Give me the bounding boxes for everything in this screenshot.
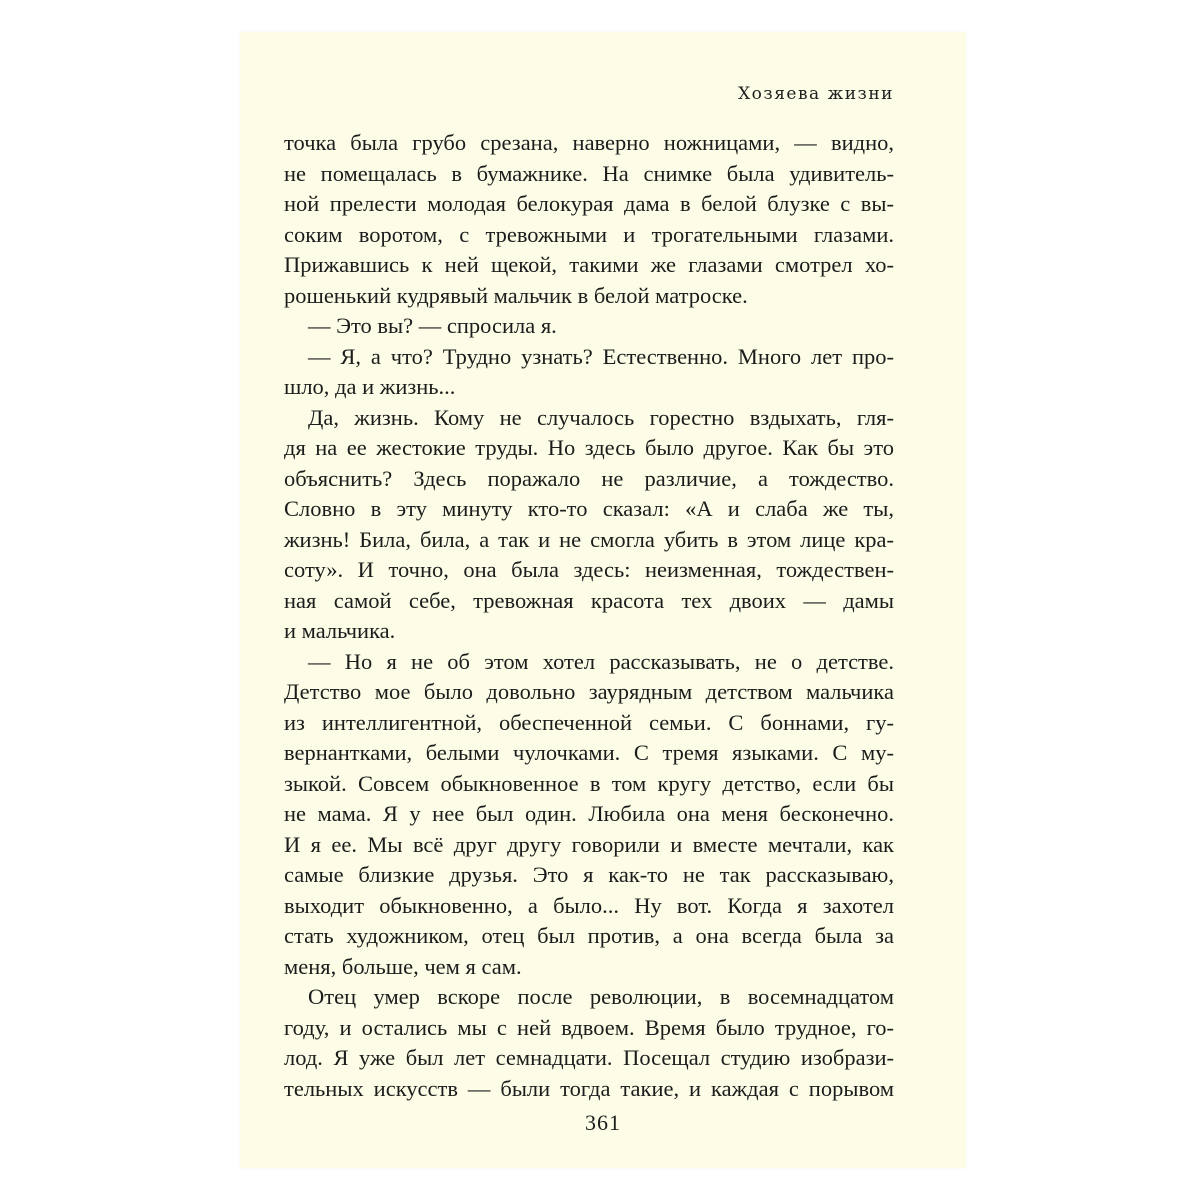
body-text (284, 128, 894, 1104)
text-line: — Но я не об этом хотел рассказывать, не о детстве. (308, 648, 894, 674)
text-line: И я ее. Мы всё друг другу говорили и вместе мечтали, как (284, 831, 894, 857)
text-line: Отец умер вскоре после революции, в восемнадцатом (308, 984, 894, 1009)
text-line: Словно в эту минуту кто-то сказал: «А и слаба же ты, (284, 496, 894, 521)
text-line: ной прелести молодая белокурая дама в белой блузке с вы- (284, 191, 894, 216)
text-line: меня, больше, чем я сам. (284, 953, 522, 979)
text-line: соким воротом, с тревожными и трогательными глазами. (284, 221, 894, 247)
text-line: соту». И точно, она была здесь: неизменная, тождествен- (284, 557, 894, 582)
text-line: самые близкие друзья. Это я как-то не так рассказываю, (284, 862, 894, 887)
text-line: из интеллигентной, обеспеченной семьи. С боннами, гу- (284, 709, 894, 735)
text-line: не помещалась в бумажнике. На снимке была удивитель- (284, 160, 894, 186)
book-page (240, 32, 966, 1168)
text-line: году, и остались мы с ней вдвоем. Время было трудное, го- (284, 1014, 894, 1040)
text-line: Прижавшись к ней щекой, такими же глазами смотрел хо- (284, 252, 894, 277)
text-line: вернантками, белыми чулочками. С тремя языками. С му- (284, 740, 894, 765)
text-line: шло, да и жизнь... (284, 374, 456, 399)
text-line: жизнь! Била, била, а так и не смогла убить в этом лице кра- (284, 526, 894, 552)
text-line: лод. Я уже был лет семнадцати. Посещал студию изобрази- (284, 1045, 894, 1070)
text-line: и мальчика. (284, 618, 396, 643)
text-line: выходит обыкновенно, а было... Ну вот. Когда я захотел (284, 892, 894, 918)
text-line: ная самой себе, тревожная красота тех двоих — дамы (284, 587, 894, 613)
text-line: стать художником, отец был против, а она всегда была за (284, 923, 894, 948)
text-line: Детство мое было довольно заурядным детством мальчика (284, 679, 894, 704)
text-line: — Я, а что? Трудно узнать? Естественно. Много лет про- (308, 343, 894, 369)
text-line: зыкой. Совсем обыкновенное в том кругу детство, если бы (284, 770, 894, 796)
text-line: Да, жизнь. Кому не случалось горестно вздыхать, гля- (308, 404, 894, 430)
text-line: рошенький кудрявый мальчик в белой матроске. (284, 282, 748, 308)
text-line: — Это вы? — спросила я. (308, 313, 557, 338)
text-line: тельных искусств — были тогда такие, и каждая с порывом (284, 1075, 894, 1101)
text-line: не мама. Я у нее был один. Любила она меня бесконечно. (284, 801, 894, 826)
text-line: точка была грубо срезана, наверно ножницами, — видно, (284, 130, 894, 155)
text-line: объяснить? Здесь поражало не различие, а тождество. (284, 465, 894, 491)
page-number: 361 (585, 1110, 621, 1135)
running-head: Хозяева жизни (738, 84, 894, 104)
text-line: дя на ее жестокие труды. Но здесь было другое. Как бы это (284, 435, 894, 460)
